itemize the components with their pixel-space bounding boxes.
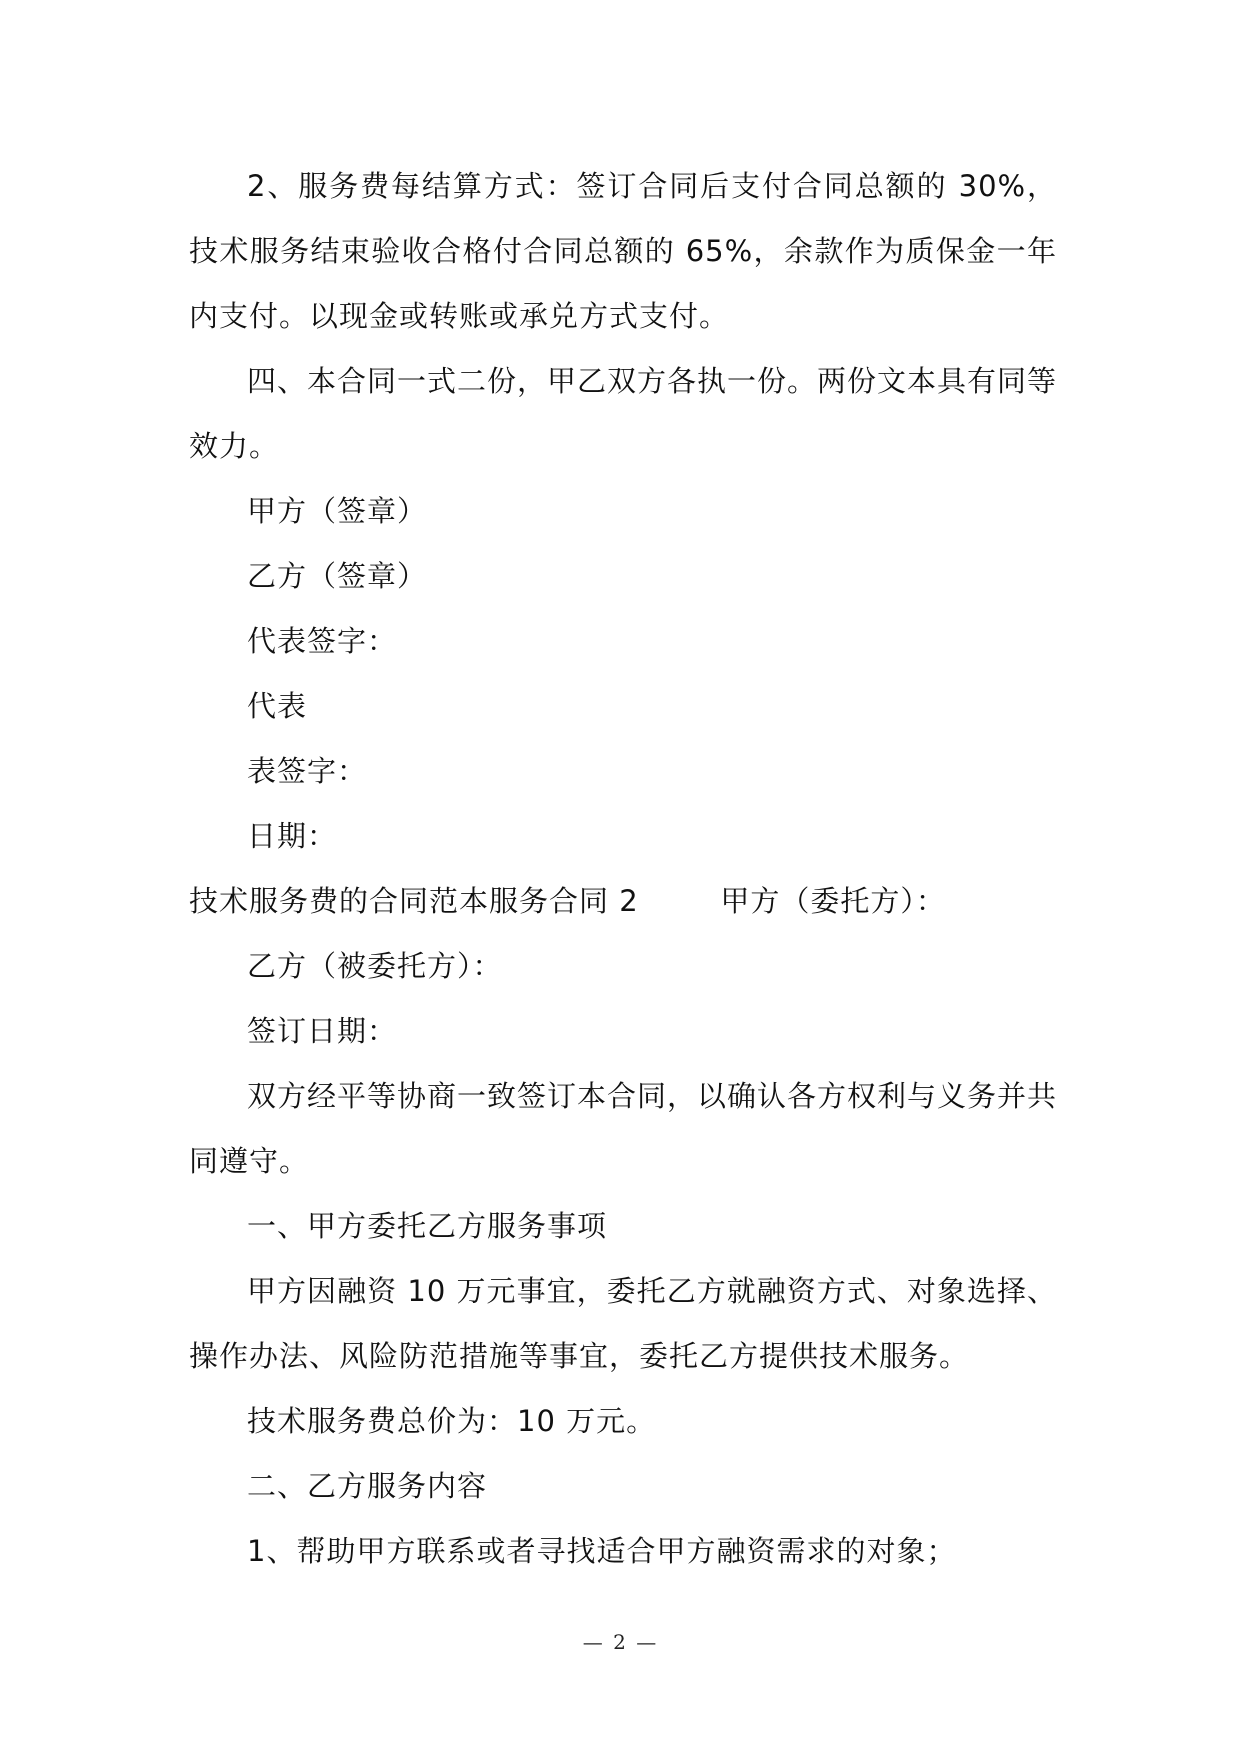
party-b-line: 乙方（被委托方）：	[247, 949, 503, 983]
section-heading-two: 二、乙方服务内容	[247, 1469, 488, 1503]
section-heading-one: 一、甲方委托乙方服务事项	[247, 1209, 608, 1243]
paragraph-service-item-1: 1、帮助甲方联系或者寻找适合甲方融资需求的对象；	[247, 1534, 957, 1568]
paragraph-financing: 甲方因融资 10 万元事宜，委托乙方就融资方式、对象选择、操作办法、风险防范措施等事宜，委托乙方提供技术服务。	[189, 1274, 1057, 1373]
paragraph-copies: 四、本合同一式二份，甲乙双方各执一份。两份文本具有同等效力。	[189, 364, 1058, 463]
signing-date-line: 签订日期：	[247, 1014, 398, 1048]
document-body	[189, 154, 1057, 1584]
table-signature: 表签字：	[247, 754, 368, 788]
representative-signature: 代表签字：	[247, 624, 398, 658]
party-b-seal: 乙方（签章）	[247, 559, 428, 593]
paragraph-total-fee: 技术服务费总价为：10 万元。	[247, 1404, 657, 1438]
party-a-seal: 甲方（签章）	[247, 494, 428, 528]
paragraph-agreement: 双方经平等协商一致签订本合同，以确认各方权利与义务并共同遵守。	[189, 1079, 1058, 1178]
representative: 代表	[247, 689, 308, 723]
page-number: — 2 —	[582, 1630, 659, 1654]
paragraph-payment-terms: 2、服务费每结算方式：签订合同后支付合同总额的 30%，技术服务结束验收合格付合同总额的 65%，余款作为质保金一年内支付。以现金或转账或承兑方式支付。	[189, 169, 1057, 333]
date-line: 日期：	[247, 819, 338, 853]
contract-title-line: 技术服务费的合同范本服务合同 2 甲方（委托方）：	[189, 884, 946, 918]
